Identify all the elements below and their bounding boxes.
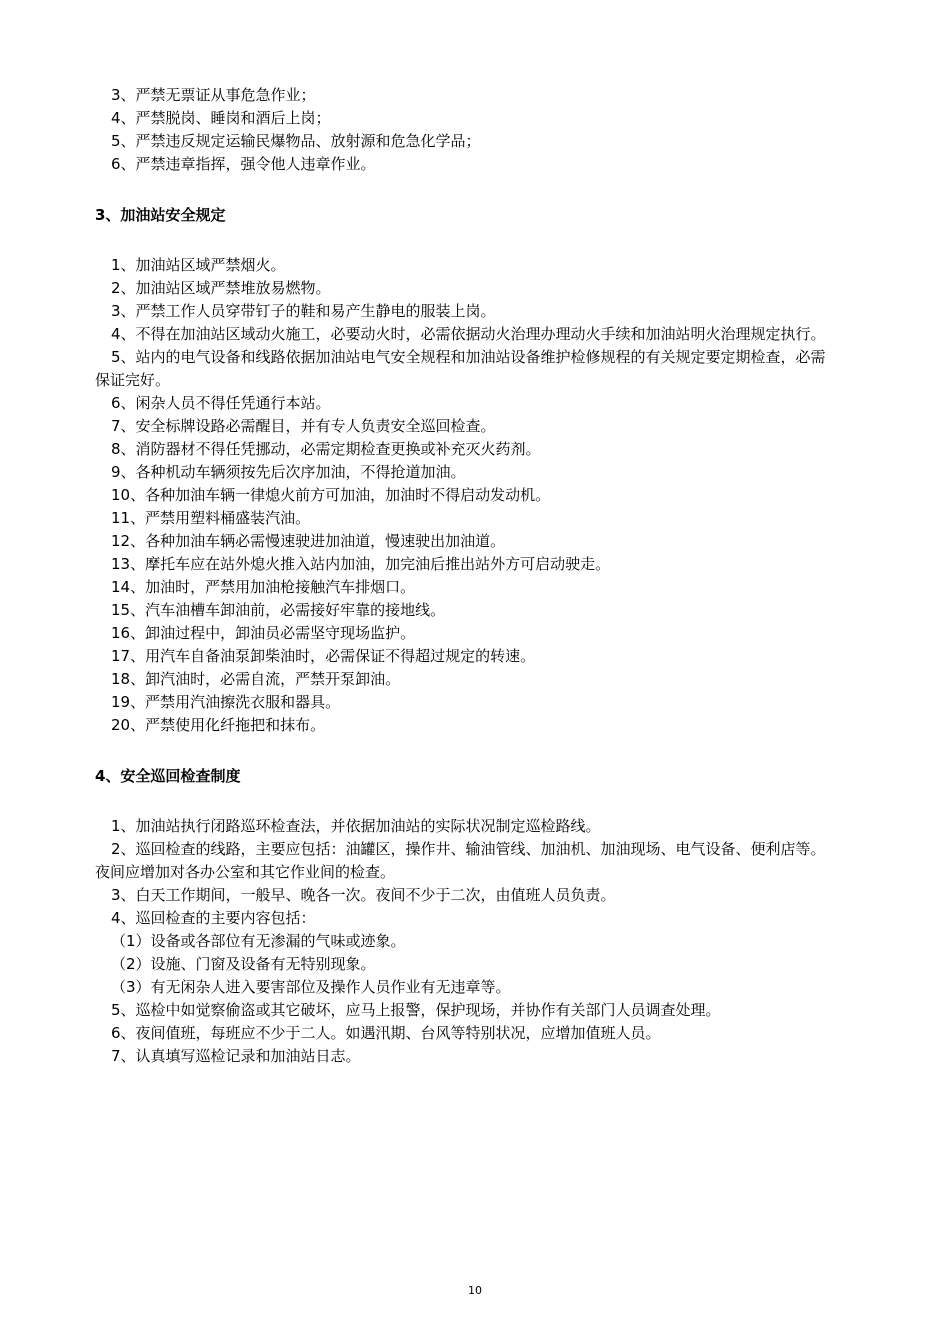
list-item: 14、加油时，严禁用加油枪接触汽车排烟口。 (111, 578, 416, 596)
list-item: 9、各种机动车辆须按先后次序加油，不得抢道加油。 (111, 463, 466, 481)
list-item: 3、严禁无票证从事危急作业； (111, 86, 316, 104)
list-item: 6、夜间值班，每班应不少于二人。如遇汛期、台风等特别状况，应增加值班人员。 (111, 1024, 661, 1042)
list-item: 4、严禁脱岗、睡岗和酒后上岗； (111, 109, 331, 127)
list-item: 18、卸汽油时，必需自流，严禁开泵卸油。 (111, 670, 401, 688)
section-4-heading: 4、安全巡回检查制度 (95, 767, 241, 785)
section-4-list (95, 815, 835, 1068)
list-item: 4、不得在加油站区域动火施工，必要动火时，必需依据动火治理办理动火手续和加油站明火治理规定执行。 (111, 325, 826, 343)
list-subitem: （3）有无闲杂人进入要害部位及操作人员作业有无违章等。 (111, 978, 511, 996)
list-item: 12、各种加油车辆必需慢速驶进加油道，慢速驶出加油道。 (111, 532, 506, 550)
list-item: 6、严禁违章指挥，强令他人违章作业。 (111, 155, 376, 173)
list-item: 5、站内的电气设备和线路依据加油站电气安全规程和加油站设备维护检修规程的有关规定要定期检查，必需保证完好。 (95, 348, 826, 389)
document-body (95, 84, 835, 1068)
list-item: 8、消防器材不得任凭挪动，必需定期检查更换或补充灭火药剂。 (111, 440, 541, 458)
list-item: 20、严禁使用化纤拖把和抹布。 (111, 716, 326, 734)
list-item: 6、闲杂人员不得任凭通行本站。 (111, 394, 331, 412)
list-item: 2、加油站区域严禁堆放易燃物。 (111, 279, 331, 297)
list-item: 5、巡检中如觉察偷盗或其它破坏，应马上报警，保护现场，并协作有关部门人员调查处理。 (111, 1001, 721, 1019)
list-item: 5、严禁违反规定运输民爆物品、放射源和危急化学品； (111, 132, 481, 150)
list-item: 11、严禁用塑料桶盛装汽油。 (111, 509, 311, 527)
list-item: 19、严禁用汽油擦洗衣服和器具。 (111, 693, 341, 711)
list-subitem: （1）设备或各部位有无渗漏的气味或迹象。 (111, 932, 406, 950)
section-3-list (95, 254, 835, 737)
list-item: 1、加油站执行闭路巡环检查法，并依据加油站的实际状况制定巡检路线。 (111, 817, 601, 835)
list-item: 1、加油站区域严禁烟火。 (111, 256, 286, 274)
list-item: 3、严禁工作人员穿带钉子的鞋和易产生静电的服装上岗。 (111, 302, 496, 320)
page-number: 10 (468, 1284, 482, 1297)
list-item: 13、摩托车应在站外熄火推入站内加油，加完油后推出站外方可启动驶走。 (111, 555, 611, 573)
section-top-list (95, 84, 835, 176)
section-3-heading: 3、加油站安全规定 (95, 206, 226, 224)
list-item: 2、巡回检查的线路，主要应包括：油罐区，操作井、输油管线、加油机、加油现场、电气设备、便利店等。夜间应增加对各办公室和其它作业间的检查。 (95, 840, 826, 881)
list-item: 17、用汽车自备油泵卸柴油时，必需保证不得超过规定的转速。 (111, 647, 536, 665)
list-subitem: （2）设施、门窗及设备有无特别现象。 (111, 955, 376, 973)
list-item: 7、认真填写巡检记录和加油站日志。 (111, 1047, 361, 1065)
list-item: 16、卸油过程中，卸油员必需坚守现场监护。 (111, 624, 416, 642)
list-item: 7、安全标牌设路必需醒目，并有专人负责安全巡回检查。 (111, 417, 496, 435)
list-item: 4、巡回检查的主要内容包括： (111, 909, 316, 927)
list-item: 3、白天工作期间，一般早、晚各一次。夜间不少于二次，由值班人员负责。 (111, 886, 616, 904)
list-item: 10、各种加油车辆一律熄火前方可加油，加油时不得启动发动机。 (111, 486, 551, 504)
list-item: 15、汽车油槽车卸油前，必需接好牢靠的接地线。 (111, 601, 446, 619)
